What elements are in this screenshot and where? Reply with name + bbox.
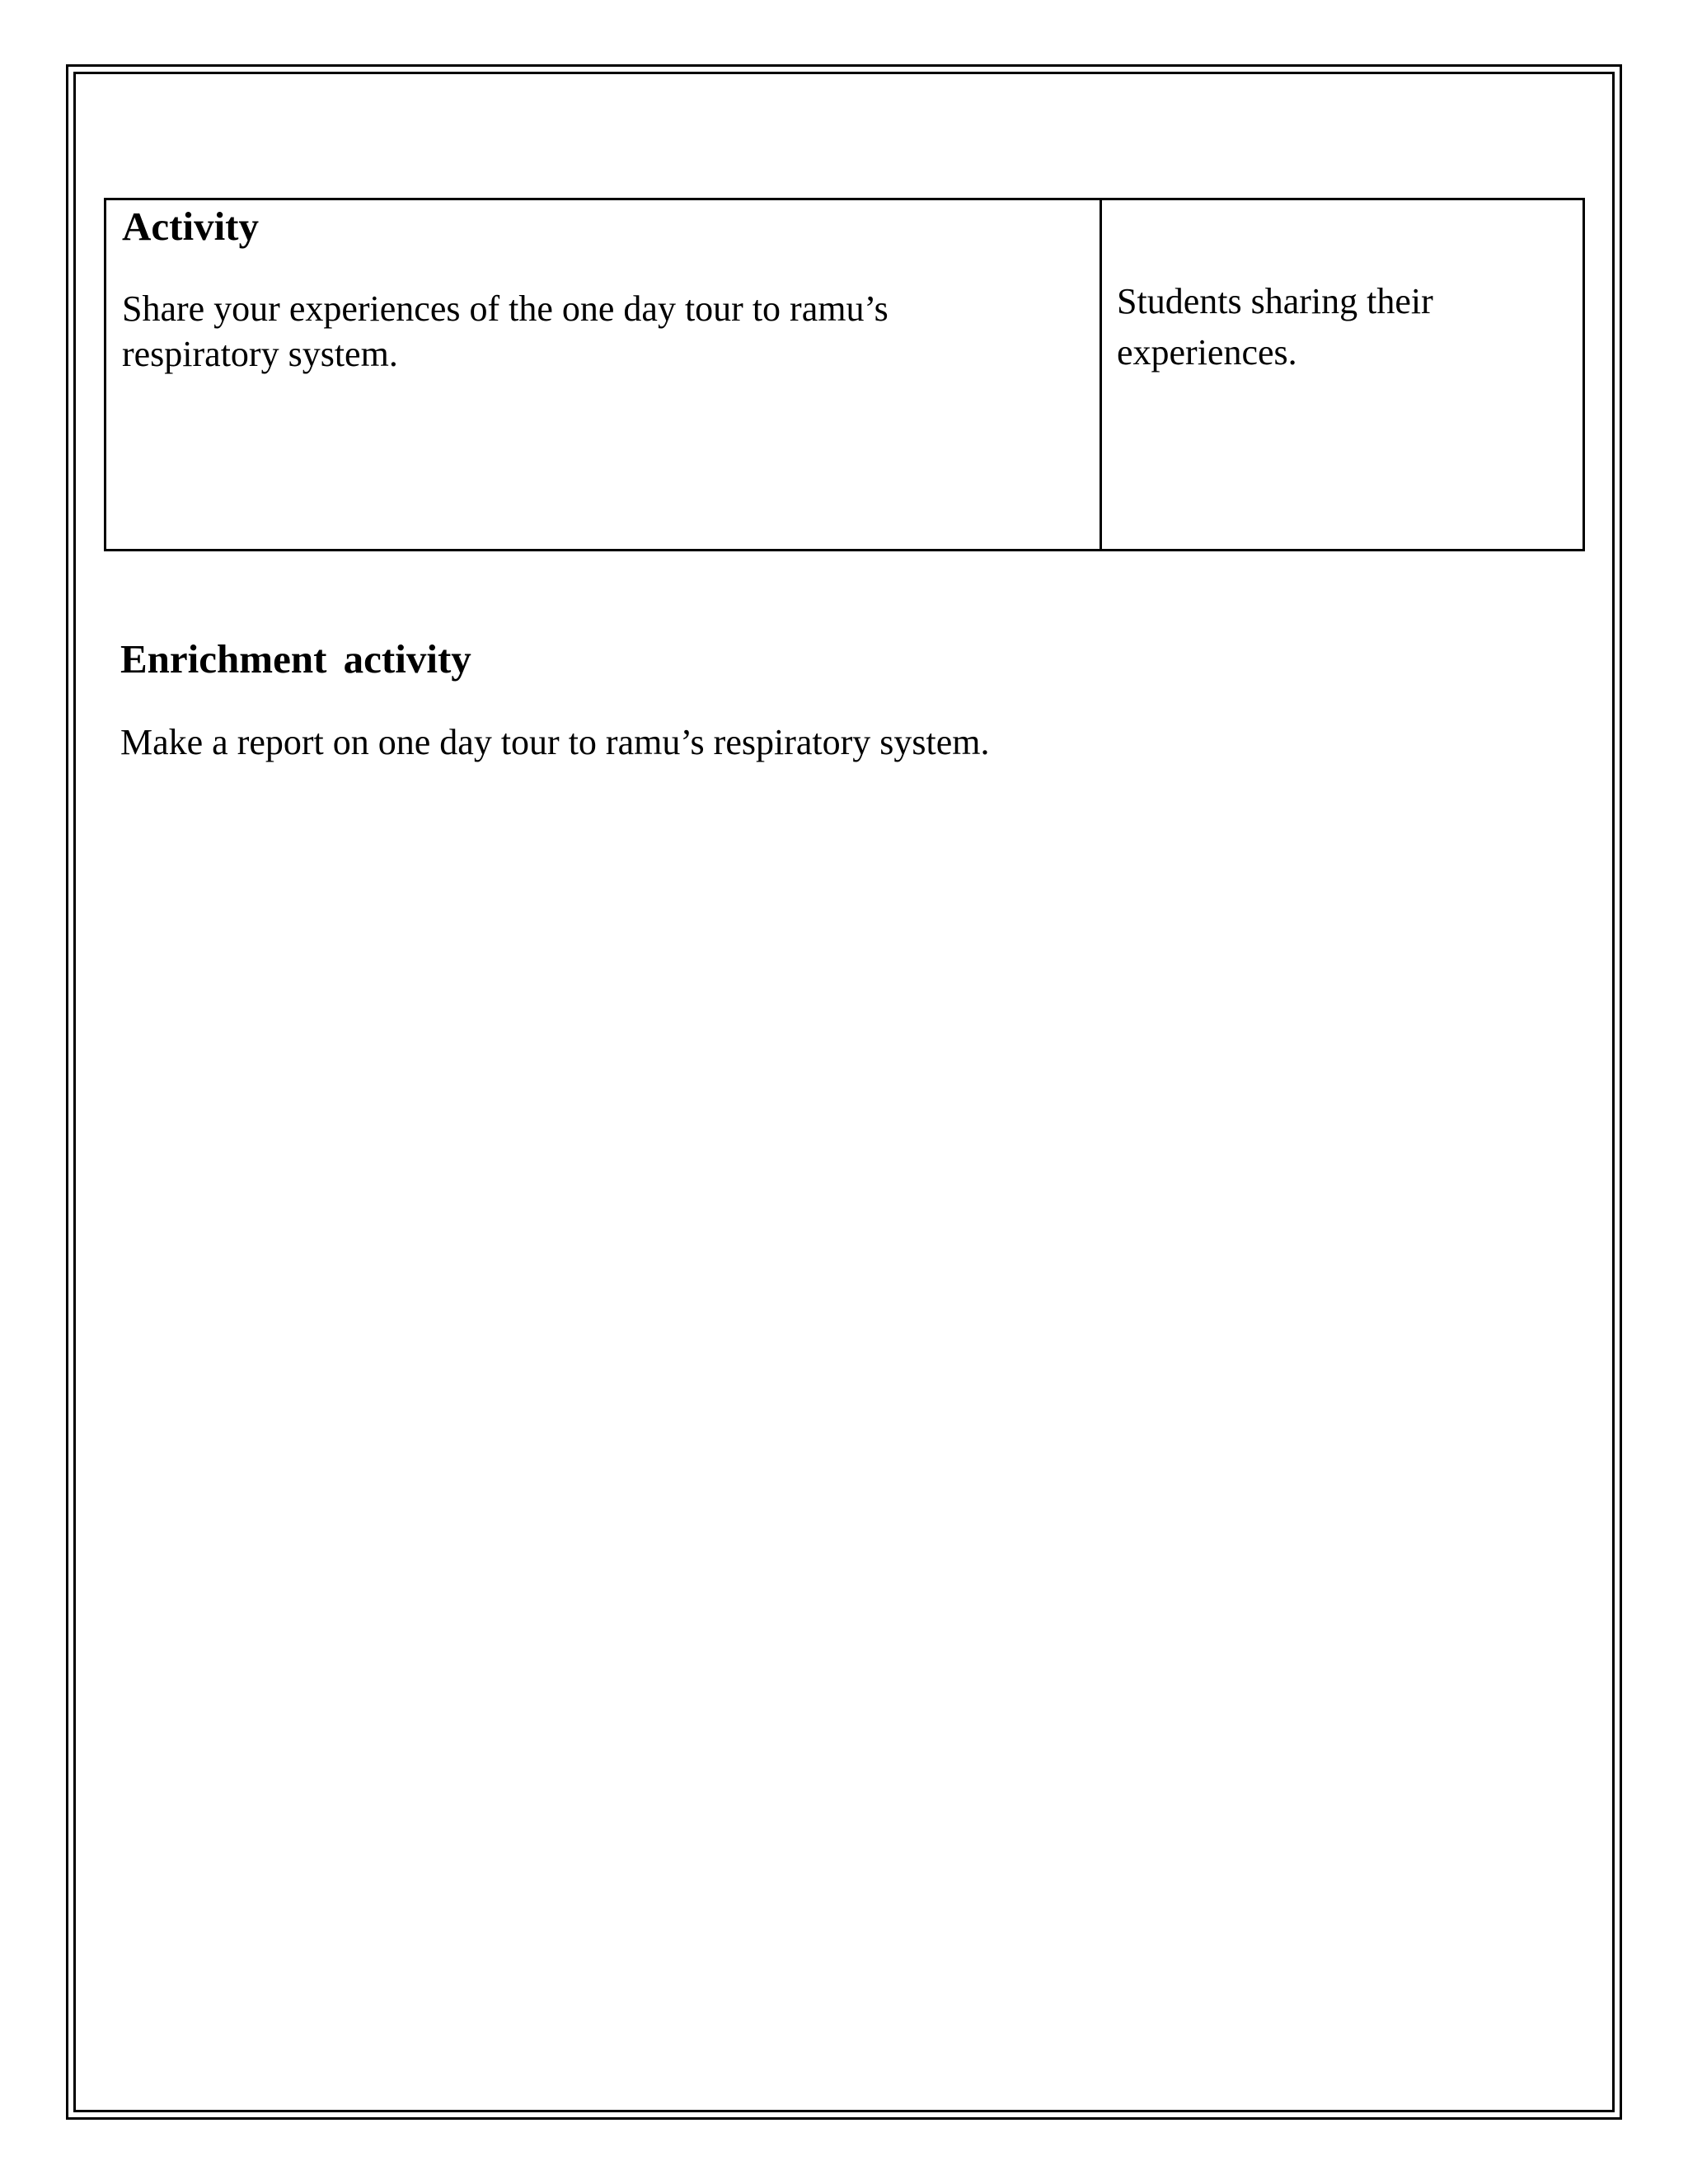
activity-table	[104, 198, 1585, 551]
activity-heading: Activity	[122, 204, 259, 249]
enrichment-description: Make a report on one day tour to ramu’s respiratory system.	[120, 722, 990, 762]
outcome-description: Students sharing their experiences.	[1117, 281, 1433, 373]
activity-description: Share your experiences of the one day tour to ramu’s respiratory system.	[122, 288, 889, 374]
enrichment-heading: Enrichment activity	[120, 636, 471, 682]
outcome-cell	[1102, 200, 1582, 549]
activity-cell	[106, 200, 1102, 549]
